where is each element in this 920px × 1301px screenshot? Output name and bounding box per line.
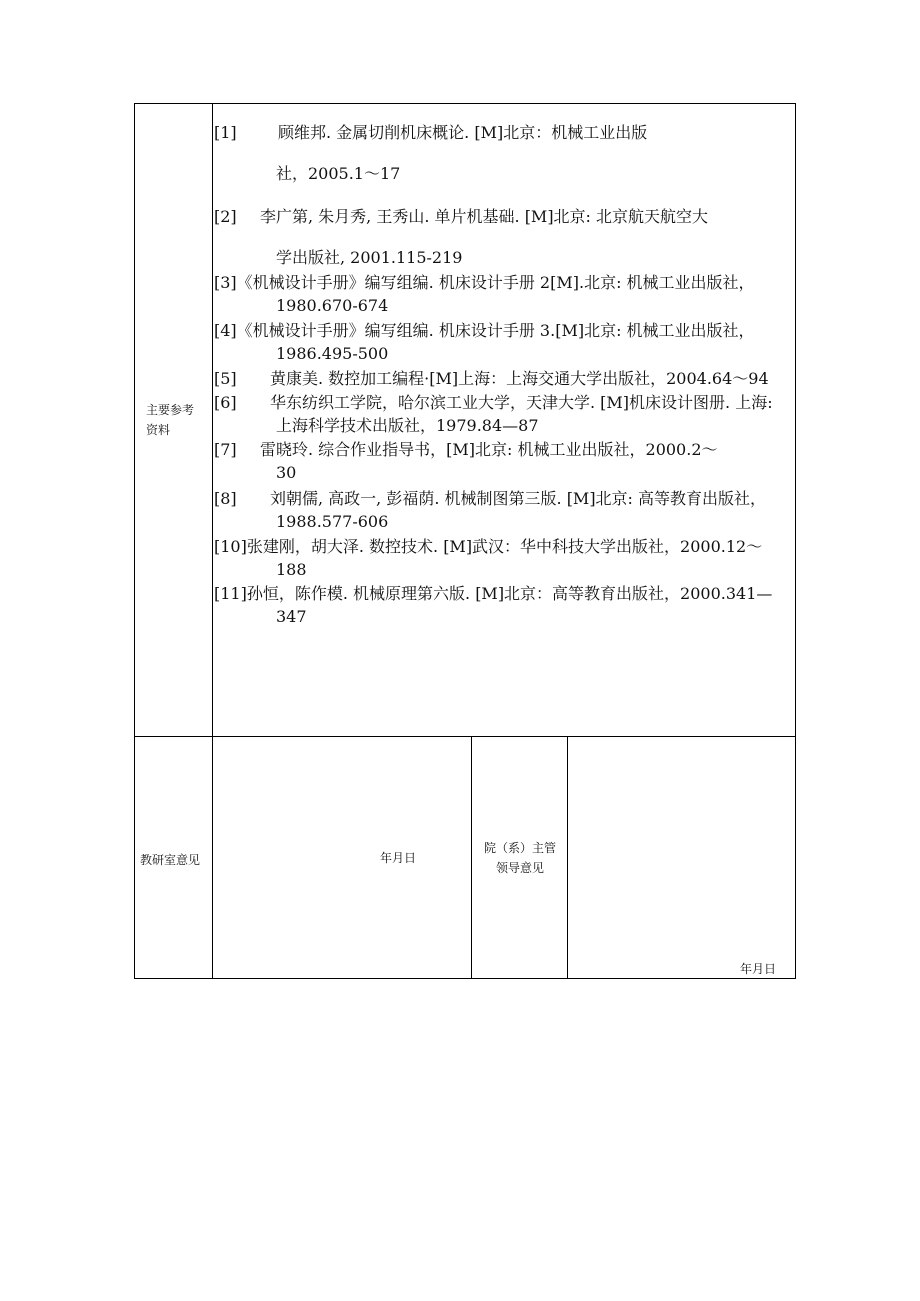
dean-opinion-label-line1: 院（系）主管: [483, 841, 556, 855]
reference-item: [214, 583, 772, 605]
reference-number: [11]: [214, 584, 247, 603]
reference-item: [214, 536, 762, 558]
reference-item: [214, 488, 766, 510]
opinion-divider-2: [567, 736, 568, 979]
label-column-divider: [212, 103, 213, 979]
reference-item: [214, 439, 718, 461]
teaching-office-date: 年月日: [380, 851, 417, 865]
reference-item: [214, 206, 708, 228]
reference-text: 黄康美. 数控加工编程·[M]上海：上海交通大学出版社，2004.64～94: [270, 369, 769, 388]
reference-number: [4]: [214, 321, 237, 340]
references-label-line2: 资料: [146, 423, 171, 437]
reference-text: 华东纺织工学院，哈尔滨工业大学，天津大学. [M]机床设计图册. 上海:: [270, 393, 773, 412]
teaching-office-label: 教研室意见: [140, 853, 201, 867]
reference-text: 《机械设计手册》编写组编. 机床设计手册 2[M].北京: 机械工业出版社，: [236, 273, 755, 292]
reference-text: 张建刚，胡大泽. 数控技术. [M]武汉：华中科技大学出版社，2000.12～: [246, 537, 763, 556]
reference-text: 雷晓玲. 综合作业指导书，[M]北京: 机械工业出版社，2000.2～: [260, 440, 718, 459]
table-middle-border: [134, 736, 796, 737]
reference-item: [214, 272, 755, 294]
reference-number: [10]: [214, 537, 247, 556]
reference-number: [2]: [214, 207, 237, 226]
reference-continuation: 社，2005.1～17: [276, 164, 401, 183]
reference-item: [214, 368, 769, 390]
reference-continuation: 347: [276, 607, 307, 626]
table-top-border: [134, 103, 796, 104]
opinion-divider-1: [471, 736, 472, 979]
table-left-border: [134, 103, 135, 979]
reference-number: [1]: [214, 123, 237, 142]
reference-continuation: 上海科学技术出版社，1979.84—87: [276, 416, 539, 435]
reference-text: 刘朝儒, 高政一, 彭福荫. 机械制图第三版. [M]北京: 高等教育出版社，: [270, 489, 767, 508]
reference-continuation: 1980.670-674: [276, 296, 389, 315]
reference-continuation: 1988.577-606: [276, 512, 389, 531]
reference-number: [5]: [214, 369, 237, 388]
reference-text: 李广第, 朱月秀, 王秀山. 单片机基础. [M]北京: 北京航天航空大: [260, 207, 709, 226]
reference-item: [214, 320, 755, 342]
reference-text: 顾维邦. 金属切削机床概论. [M]北京：机械工业出版: [278, 123, 648, 142]
dean-date: 年月日: [740, 962, 777, 976]
reference-continuation: 学出版社, 2001.115-219: [276, 248, 463, 267]
dean-opinion-label: [474, 838, 566, 878]
reference-continuation: 188: [276, 560, 307, 579]
table-right-border: [795, 103, 796, 979]
references-label: [146, 400, 210, 440]
reference-item: [214, 392, 773, 414]
reference-text: 《机械设计手册》编写组编. 机床设计手册 3.[M]北京: 机械工业出版社，: [236, 321, 755, 340]
reference-continuation: 1986.495-500: [276, 344, 389, 363]
reference-continuation: 30: [276, 463, 297, 482]
reference-number: [6]: [214, 393, 237, 412]
reference-number: [8]: [214, 489, 237, 508]
table-bottom-border: [134, 978, 796, 979]
reference-number: [7]: [214, 440, 237, 459]
reference-item: [214, 122, 647, 144]
reference-number: [3]: [214, 273, 237, 292]
reference-text: 孙恒，陈作模. 机械原理第六版. [M]北京：高等教育出版社，2000.341—: [246, 584, 773, 603]
references-label-line1: 主要参考: [146, 403, 195, 417]
dean-opinion-label-line2: 领导意见: [495, 861, 544, 875]
